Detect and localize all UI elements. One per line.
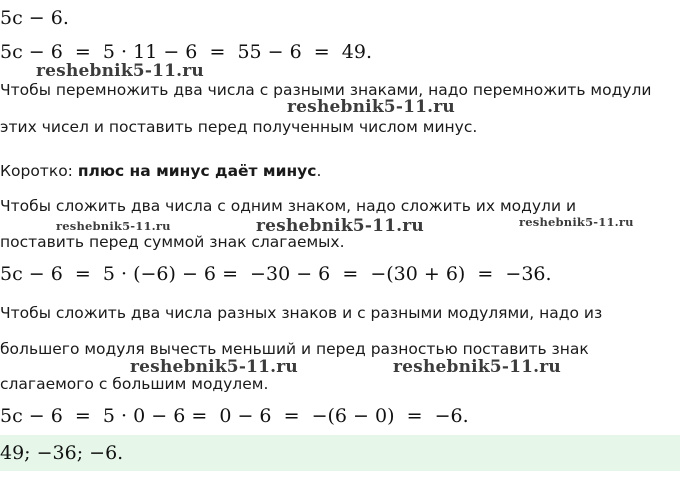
watermark: reshebnik5-11.ru: [519, 215, 634, 229]
short-rule-suffix: .: [316, 162, 322, 180]
rule-addition-same-line-1: Чтобы сложить два числа с одним знаком, надо сложить их модули и: [0, 197, 577, 215]
watermark: reshebnik5-11.ru: [287, 97, 455, 117]
short-rule-prefix: Коротко:: [0, 162, 78, 180]
answer-text: 49; −36; −6.: [0, 442, 124, 464]
rule-addition-same-line-2: поставить перед суммой знак слагаемых.: [0, 233, 345, 251]
calculation-c-11: 5c − 6 = 5 · 11 − 6 = 55 − 6 = 49.: [0, 41, 373, 63]
watermark: reshebnik5-11.ru: [36, 61, 204, 81]
rule-multiplication-line-2: этих чисел и поставить перед полученным числом минус.: [0, 118, 478, 136]
watermark: reshebnik5-11.ru: [256, 216, 424, 236]
watermark: reshebnik5-11.ru: [130, 357, 298, 377]
rule-addition-diff-line-3: слагаемого с большим модулем.: [0, 375, 269, 393]
short-rule: [0, 161, 321, 181]
expression-heading: 5c − 6.: [0, 7, 69, 29]
rule-multiplication-line-1: Чтобы перемножить два числа с разными знаками, надо перемножить модули: [0, 81, 652, 99]
short-rule-bold: плюс на минус даёт минус: [77, 162, 317, 180]
rule-addition-diff-line-2: большего модуля вычесть меньший и перед разностью поставить знак: [0, 340, 589, 358]
calculation-c-0: 5c − 6 = 5 · 0 − 6 = 0 − 6 = −(6 − 0) = −6.: [0, 405, 469, 427]
watermark: reshebnik5-11.ru: [56, 219, 171, 233]
watermark: reshebnik5-11.ru: [393, 357, 561, 377]
rule-addition-diff-line-1: Чтобы сложить два числа разных знаков и с разными модулями, надо из: [0, 304, 603, 322]
answer-box: [0, 435, 680, 471]
calculation-c-minus-6: 5c − 6 = 5 · (−6) − 6 = −30 − 6 = −(30 + 6) = −36.: [0, 263, 552, 285]
